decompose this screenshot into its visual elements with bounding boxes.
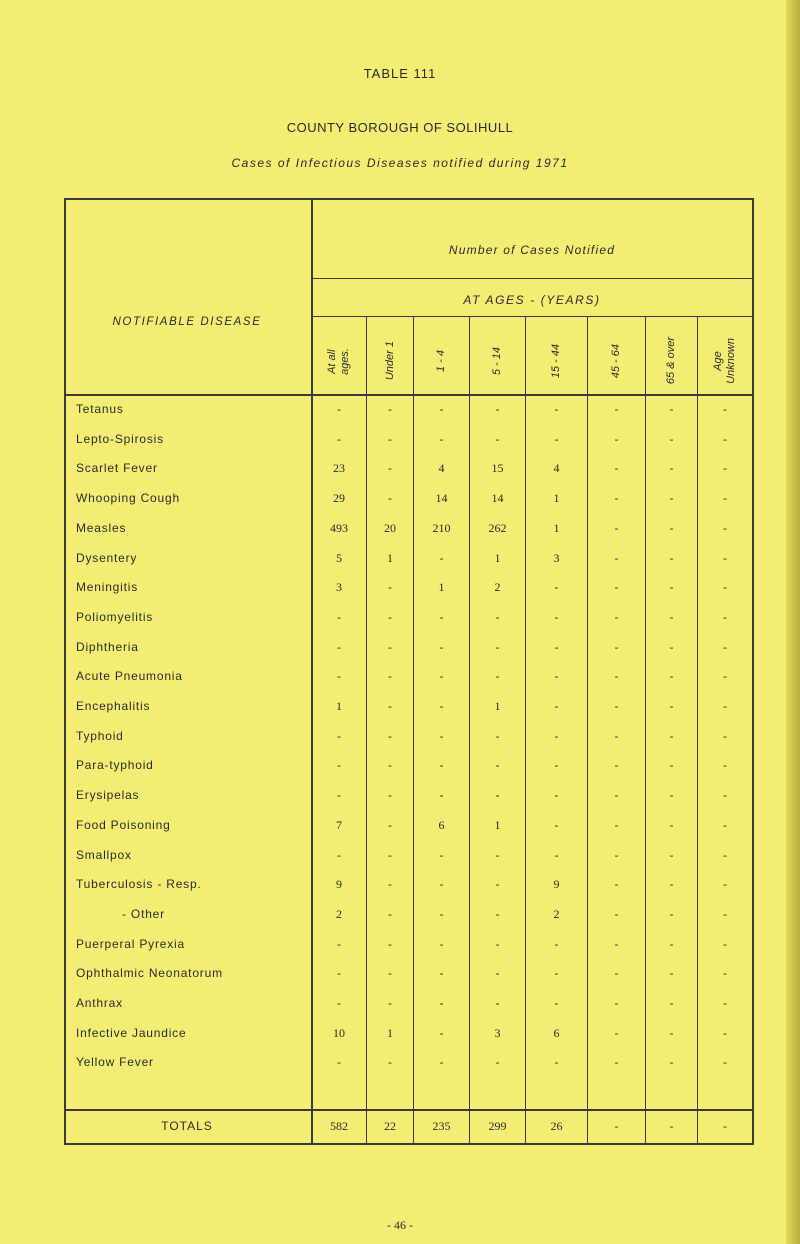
cell-65-over: - (669, 937, 674, 951)
table-row (0, 935, 800, 953)
cell-15-44: - (554, 640, 559, 654)
cell-5-14: - (495, 788, 500, 802)
cell-15-44: - (554, 758, 559, 772)
cell-all-ages: - (337, 1055, 341, 1069)
total-under-1: 22 (384, 1119, 396, 1133)
disease-name: Typhoid (76, 729, 124, 743)
disease-name: Tetanus (76, 402, 124, 416)
age-col-header-45-64: 45 - 64 (610, 343, 622, 379)
cell-all-ages: - (337, 996, 341, 1010)
cell-under-1: - (388, 491, 392, 505)
table-row (0, 756, 800, 774)
cell-1-4: 4 (438, 461, 445, 475)
table-row (0, 846, 800, 864)
cell-unknown: - (723, 551, 727, 565)
cell-5-14: 14 (491, 491, 504, 505)
cell-unknown: - (723, 521, 727, 535)
cell-5-14: - (495, 729, 500, 743)
cell-1-4: - (439, 432, 444, 446)
cell-1-4: - (439, 699, 444, 713)
cell-all-ages: 493 (330, 521, 348, 535)
cell-1-4: - (439, 551, 444, 565)
disease-name: Encephalitis (76, 699, 151, 713)
cell-45-64: - (614, 491, 619, 505)
cell-65-over: - (669, 521, 674, 535)
cell-unknown: - (723, 580, 727, 594)
table-row (0, 578, 800, 596)
cell-under-1: - (388, 699, 392, 713)
total-65-over: - (669, 1119, 674, 1133)
cell-all-ages: 7 (336, 818, 342, 832)
disease-name: Yellow Fever (76, 1055, 154, 1069)
cell-1-4: - (439, 610, 444, 624)
cell-under-1: - (388, 966, 392, 980)
cell-45-64: - (614, 729, 619, 743)
disease-name: Food Poisoning (76, 818, 171, 832)
cell-45-64: - (614, 699, 619, 713)
cell-65-over: - (669, 818, 674, 832)
cell-15-44: - (554, 729, 559, 743)
cell-5-14: - (495, 907, 500, 921)
disease-name: Measles (76, 521, 127, 535)
cell-under-1: - (388, 610, 392, 624)
cell-65-over: - (669, 966, 674, 980)
cell-unknown: - (723, 877, 727, 891)
cell-1-4: - (439, 1055, 444, 1069)
cell-45-64: - (614, 461, 619, 475)
age-col-header-unknown: Age Unknown (712, 338, 737, 384)
cell-unknown: - (723, 996, 727, 1010)
cell-15-44: - (554, 402, 559, 416)
cell-15-44: - (554, 580, 559, 594)
cell-unknown: - (723, 758, 727, 772)
cell-1-4: - (439, 640, 444, 654)
table-row (0, 905, 800, 923)
cell-unknown: - (723, 402, 727, 416)
cell-1-4: 210 (432, 521, 451, 535)
disease-name: Acute Pneumonia (76, 669, 183, 683)
cell-5-14: 3 (494, 1026, 501, 1040)
cell-5-14: - (495, 610, 500, 624)
notifiable-disease-heading: NOTIFIABLE DISEASE (112, 316, 262, 328)
cell-5-14: - (495, 937, 500, 951)
cell-under-1: - (388, 877, 392, 891)
table-row (0, 489, 800, 507)
cell-65-over: - (669, 758, 674, 772)
table-row (0, 1053, 800, 1071)
cell-1-4: 6 (438, 818, 445, 832)
cell-15-44: - (554, 432, 559, 446)
page-number: - 46 - (387, 1218, 413, 1232)
cell-unknown: - (723, 432, 727, 446)
cell-all-ages: - (337, 640, 341, 654)
cell-5-14: - (495, 877, 500, 891)
cell-under-1: - (388, 669, 392, 683)
cell-all-ages: 23 (333, 461, 345, 475)
cell-5-14: - (495, 966, 500, 980)
cell-under-1: - (388, 848, 392, 862)
cell-5-14: - (495, 402, 500, 416)
disease-name: Smallpox (76, 848, 132, 862)
cell-45-64: - (614, 580, 619, 594)
table-row (0, 994, 800, 1012)
cell-65-over: - (669, 491, 674, 505)
cell-65-over: - (669, 669, 674, 683)
table-row (0, 519, 800, 537)
cell-unknown: - (723, 1026, 727, 1040)
cell-15-44: - (554, 848, 559, 862)
cell-15-44: - (554, 966, 559, 980)
disease-name: Dysentery (76, 551, 138, 565)
cell-unknown: - (723, 818, 727, 832)
cell-45-64: - (614, 432, 619, 446)
cell-5-14: - (495, 640, 500, 654)
total-45-64: - (614, 1119, 619, 1133)
cell-15-44: 3 (553, 551, 560, 565)
table-subtitle: Cases of Infectious Diseases notified during 1971 (231, 156, 569, 170)
cell-45-64: - (614, 1026, 619, 1040)
cell-45-64: - (614, 848, 619, 862)
cell-under-1: - (388, 818, 392, 832)
cell-under-1: - (388, 907, 392, 921)
cell-5-14: - (495, 1055, 500, 1069)
cell-all-ages: 1 (336, 699, 342, 713)
cell-all-ages: 2 (336, 907, 342, 921)
cell-15-44: 6 (553, 1026, 560, 1040)
cell-all-ages: - (337, 937, 341, 951)
table-row (0, 638, 800, 656)
total-unknown: - (723, 1119, 727, 1133)
cell-1-4: - (439, 966, 444, 980)
cell-1-4: - (439, 402, 444, 416)
cell-65-over: - (669, 848, 674, 862)
cell-65-over: - (669, 699, 674, 713)
table-row (0, 608, 800, 626)
cell-5-14: - (495, 848, 500, 862)
cell-15-44: 4 (553, 461, 560, 475)
cell-45-64: - (614, 610, 619, 624)
cell-5-14: 262 (488, 521, 507, 535)
cell-unknown: - (723, 699, 727, 713)
cell-unknown: - (723, 491, 727, 505)
cell-15-44: - (554, 937, 559, 951)
cell-15-44: - (554, 996, 559, 1010)
cell-65-over: - (669, 580, 674, 594)
cell-45-64: - (614, 669, 619, 683)
cell-unknown: - (723, 907, 727, 921)
cell-under-1: 20 (384, 521, 396, 535)
cell-65-over: - (669, 907, 674, 921)
table-row (0, 697, 800, 715)
cell-15-44: - (554, 669, 559, 683)
cell-45-64: - (614, 818, 619, 832)
cell-under-1: 1 (387, 1026, 393, 1040)
cell-1-4: - (439, 758, 444, 772)
cell-1-4: - (439, 788, 444, 802)
cell-unknown: - (723, 461, 727, 475)
disease-name: Whooping Cough (76, 491, 180, 505)
cell-15-44: - (554, 699, 559, 713)
age-col-header-all: At all ages. (326, 347, 351, 375)
cell-all-ages: 9 (336, 877, 342, 891)
cell-45-64: - (614, 758, 619, 772)
cell-1-4: - (439, 729, 444, 743)
cell-15-44: - (554, 818, 559, 832)
cell-all-ages: 29 (333, 491, 345, 505)
age-col-header-under-1: Under 1 (383, 341, 396, 381)
cell-1-4: - (439, 937, 444, 951)
cell-45-64: - (614, 521, 619, 535)
disease-name: Meningitis (76, 580, 139, 594)
disease-name: Puerperal Pyrexia (76, 937, 185, 951)
disease-name: Tuberculosis - Resp. (76, 877, 202, 891)
cell-all-ages: - (337, 729, 341, 743)
cell-65-over: - (669, 996, 674, 1010)
cell-unknown: - (723, 848, 727, 862)
disease-name: Scarlet Fever (76, 461, 158, 475)
table-row (0, 875, 800, 893)
cell-5-14: 2 (494, 580, 501, 594)
disease-name: - Other (122, 907, 165, 921)
cell-under-1: - (388, 402, 392, 416)
cell-45-64: - (614, 788, 619, 802)
cell-1-4: - (439, 996, 444, 1010)
cell-under-1: - (388, 1055, 392, 1069)
cell-15-44: 9 (553, 877, 560, 891)
disease-name: Anthrax (76, 996, 123, 1010)
cell-unknown: - (723, 788, 727, 802)
table-row (0, 786, 800, 804)
disease-name: Ophthalmic Neonatorum (76, 966, 223, 980)
cell-all-ages: - (337, 402, 341, 416)
disease-name: Poliomyelitis (76, 610, 154, 624)
cell-all-ages: 3 (336, 580, 342, 594)
table-row (0, 964, 800, 982)
cell-5-14: - (495, 432, 500, 446)
cell-1-4: - (439, 669, 444, 683)
total-5-14: 299 (488, 1119, 507, 1133)
table-row (0, 727, 800, 745)
cell-unknown: - (723, 966, 727, 980)
table-row (0, 459, 800, 477)
cell-65-over: - (669, 461, 674, 475)
cell-65-over: - (669, 640, 674, 654)
cell-all-ages: - (337, 788, 341, 802)
cell-1-4: 14 (435, 491, 448, 505)
cell-5-14: - (495, 758, 500, 772)
cell-under-1: - (388, 640, 392, 654)
cell-15-44: 1 (553, 491, 560, 505)
cell-65-over: - (669, 877, 674, 891)
cell-all-ages: - (337, 610, 341, 624)
table-number: TABLE 111 (363, 66, 437, 81)
disease-name: Lepto-Spirosis (76, 432, 164, 446)
cell-65-over: - (669, 610, 674, 624)
cell-45-64: - (614, 877, 619, 891)
authority-heading: COUNTY BOROUGH OF SOLIHULL (286, 120, 514, 135)
cell-unknown: - (723, 610, 727, 624)
cell-unknown: - (723, 640, 727, 654)
disease-name: Infective Jaundice (76, 1026, 187, 1040)
cell-all-ages: - (337, 669, 341, 683)
cell-45-64: - (614, 937, 619, 951)
cell-1-4: - (439, 1026, 444, 1040)
cell-45-64: - (614, 402, 619, 416)
disease-name: Diphtheria (76, 640, 139, 654)
cell-1-4: 1 (438, 580, 445, 594)
table-row (0, 816, 800, 834)
cell-45-64: - (614, 551, 619, 565)
cell-unknown: - (723, 729, 727, 743)
disease-name: Para-typhoid (76, 758, 154, 772)
disease-name: Erysipelas (76, 788, 140, 802)
cell-65-over: - (669, 1026, 674, 1040)
cell-65-over: - (669, 551, 674, 565)
cell-45-64: - (614, 1055, 619, 1069)
cell-15-44: - (554, 1055, 559, 1069)
cell-1-4: - (439, 907, 444, 921)
cell-all-ages: - (337, 848, 341, 862)
cell-5-14: 15 (491, 461, 504, 475)
cell-5-14: - (495, 669, 500, 683)
table-row (0, 430, 800, 448)
age-col-header-5-14: 5 - 14 (491, 346, 503, 376)
totals-row (0, 1117, 800, 1135)
table-row (0, 400, 800, 418)
number-of-cases-heading: Number of Cases Notified (448, 243, 616, 257)
cell-all-ages: - (337, 966, 341, 980)
total-all-ages: 582 (330, 1119, 348, 1133)
total-1-4: 235 (432, 1119, 451, 1133)
cell-65-over: - (669, 432, 674, 446)
cell-all-ages: 5 (336, 551, 342, 565)
cell-45-64: - (614, 907, 619, 921)
cell-under-1: - (388, 461, 392, 475)
cell-under-1: - (388, 996, 392, 1010)
age-col-header-15-44: 15 - 44 (550, 343, 562, 379)
cell-all-ages: - (337, 432, 341, 446)
table-row (0, 667, 800, 685)
cell-all-ages: - (337, 758, 341, 772)
cell-unknown: - (723, 669, 727, 683)
at-ages-heading: AT AGES - (YEARS) (463, 293, 601, 307)
cell-15-44: - (554, 788, 559, 802)
totals-label: TOTALS (161, 1119, 213, 1133)
cell-unknown: - (723, 1055, 727, 1069)
cell-5-14: 1 (494, 699, 501, 713)
cell-15-44: - (554, 610, 559, 624)
cell-65-over: - (669, 1055, 674, 1069)
table-row (0, 549, 800, 567)
cell-1-4: - (439, 848, 444, 862)
cell-15-44: 2 (553, 907, 560, 921)
cell-45-64: - (614, 966, 619, 980)
cell-45-64: - (614, 640, 619, 654)
cell-5-14: 1 (494, 551, 501, 565)
cell-under-1: - (388, 580, 392, 594)
cell-5-14: - (495, 996, 500, 1010)
cell-65-over: - (669, 788, 674, 802)
cell-under-1: 1 (387, 551, 393, 565)
age-col-header-65-over: 65 & over (665, 337, 677, 385)
cell-1-4: - (439, 877, 444, 891)
age-col-header-1-4: 1 - 4 (435, 349, 447, 372)
cell-5-14: 1 (494, 818, 501, 832)
cell-65-over: - (669, 402, 674, 416)
cell-unknown: - (723, 937, 727, 951)
table-row (0, 1024, 800, 1042)
cell-under-1: - (388, 788, 392, 802)
cell-65-over: - (669, 729, 674, 743)
cell-45-64: - (614, 996, 619, 1010)
cell-under-1: - (388, 432, 392, 446)
cell-under-1: - (388, 729, 392, 743)
cell-under-1: - (388, 758, 392, 772)
cell-under-1: - (388, 937, 392, 951)
total-15-44: 26 (550, 1119, 563, 1133)
cell-15-44: 1 (553, 521, 560, 535)
cell-all-ages: 10 (333, 1026, 345, 1040)
